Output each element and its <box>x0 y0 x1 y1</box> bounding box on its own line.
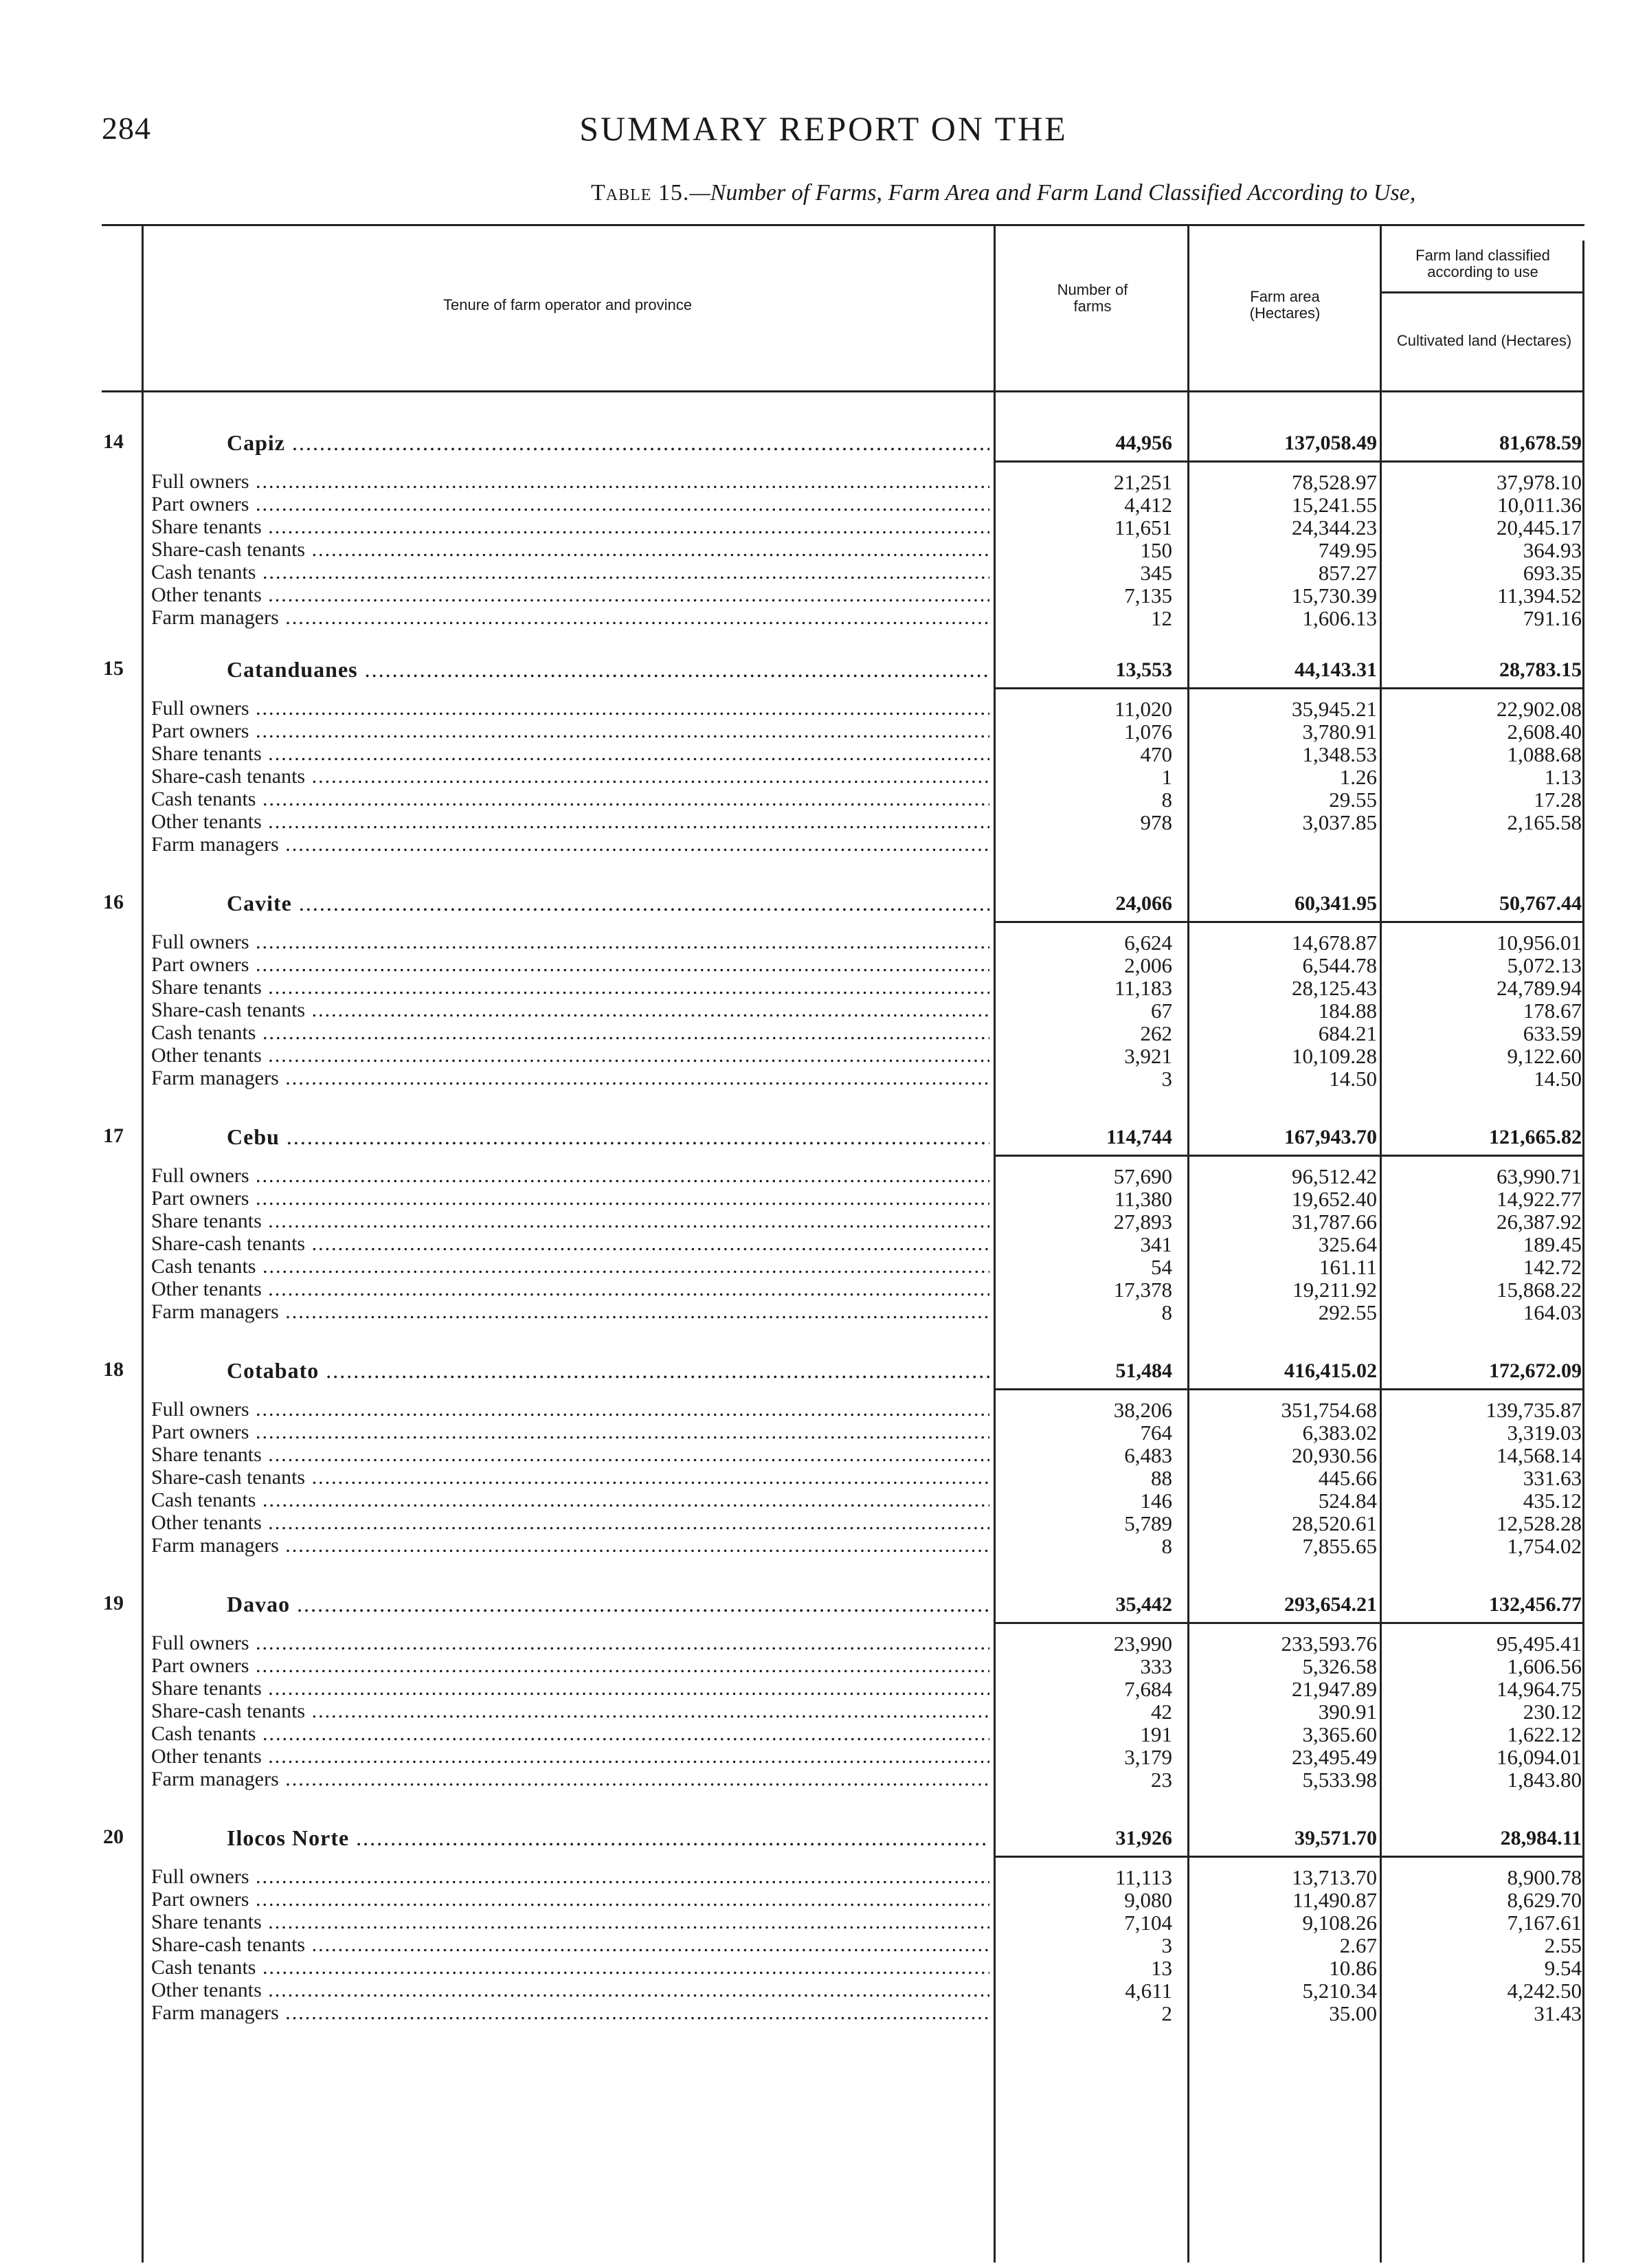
row-label: Farm managers ..... <box>151 2001 989 2024</box>
row-label: Part owners ..... <box>151 1421 989 1443</box>
row-cultivated: 1,843.80 <box>1507 1768 1582 1792</box>
row-area: 21,947.89 <box>1292 1677 1377 1701</box>
section-number: 17 <box>103 1124 124 1147</box>
row-cultivated: 791.16 <box>1523 606 1582 630</box>
row-label: Full owners ..... <box>151 1398 989 1421</box>
row-farms: 88 <box>1151 1466 1172 1490</box>
row-farms: 3 <box>1161 1933 1172 1957</box>
province-name: Ilocos Norte ..... <box>227 1825 989 1851</box>
province-section <box>0 891 1647 1118</box>
row-label: Full owners ..... <box>151 1164 989 1187</box>
row-cultivated: 3,319.03 <box>1507 1421 1582 1445</box>
row-cultivated: 5,072.13 <box>1507 953 1582 977</box>
row-area: 2.67 <box>1339 1933 1377 1957</box>
header-number-of-farms: Number of farms <box>1057 281 1128 315</box>
row-area: 325.64 <box>1318 1232 1377 1256</box>
row-cultivated: 139,735.87 <box>1486 1398 1582 1422</box>
row-farms: 54 <box>1151 1255 1172 1279</box>
row-farms: 262 <box>1140 1021 1172 1045</box>
province-total-farms: 51,484 <box>1115 1359 1172 1382</box>
row-area: 6,544.78 <box>1302 953 1377 977</box>
row-area: 524.84 <box>1318 1489 1377 1513</box>
row-cultivated: 10,956.01 <box>1497 931 1582 955</box>
row-farms: 11,183 <box>1114 976 1172 1000</box>
row-area: 292.55 <box>1318 1300 1377 1324</box>
row-area: 10,109.28 <box>1292 1044 1377 1068</box>
row-area: 24,344.23 <box>1292 515 1377 540</box>
row-label: Share-cash tenants ..... <box>151 1700 989 1722</box>
page-number: 284 <box>102 111 151 146</box>
row-farms: 4,412 <box>1124 493 1172 517</box>
row-farms: 17,378 <box>1113 1278 1172 1302</box>
row-label: Cash tenants ..... <box>151 1722 989 1745</box>
row-farms: 8 <box>1161 1534 1172 1558</box>
row-cultivated: 14,964.75 <box>1497 1677 1582 1701</box>
row-farms: 57,690 <box>1113 1164 1172 1188</box>
province-total-area: 60,341.95 <box>1295 892 1377 915</box>
row-label: Cash tenants ..... <box>151 1489 989 1511</box>
row-label: Part owners ..... <box>151 953 989 976</box>
row-cultivated: 12,528.28 <box>1497 1511 1582 1535</box>
row-cultivated: 7,167.61 <box>1507 1911 1582 1935</box>
row-cultivated: 24,789.94 <box>1497 976 1582 1000</box>
row-farms: 8 <box>1161 788 1172 812</box>
row-farms: 23 <box>1151 1768 1172 1792</box>
row-label: Share-cash tenants ..... <box>151 1466 989 1489</box>
row-cultivated: 9,122.60 <box>1507 1044 1582 1068</box>
row-farms: 7,104 <box>1124 1911 1172 1935</box>
row-cultivated: 364.93 <box>1523 538 1582 562</box>
row-farms: 333 <box>1140 1654 1172 1678</box>
row-label: Share tenants ..... <box>151 1210 989 1232</box>
row-area: 5,533.98 <box>1302 1768 1377 1792</box>
row-area: 29.55 <box>1329 788 1377 812</box>
row-cultivated: 14.50 <box>1534 1067 1582 1091</box>
row-area: 749.95 <box>1318 538 1377 562</box>
row-area: 15,730.39 <box>1292 583 1377 608</box>
row-farms: 470 <box>1140 742 1172 766</box>
row-label: Full owners ..... <box>151 470 989 493</box>
row-area: 857.27 <box>1318 561 1377 585</box>
province-total-cultivated: 28,984.11 <box>1500 1827 1582 1849</box>
row-cultivated: 1,606.56 <box>1507 1654 1582 1678</box>
row-label: Share tenants ..... <box>151 1677 989 1700</box>
row-area: 684.21 <box>1318 1021 1377 1045</box>
row-area: 390.91 <box>1318 1700 1377 1724</box>
row-area: 3,365.60 <box>1302 1722 1377 1746</box>
row-label: Share tenants ..... <box>151 976 989 999</box>
row-cultivated: 14,568.14 <box>1497 1443 1582 1467</box>
row-label: Farm managers ..... <box>151 606 989 629</box>
row-area: 23,495.49 <box>1292 1745 1377 1769</box>
section-number: 20 <box>103 1825 124 1848</box>
row-area: 10.86 <box>1329 1956 1377 1980</box>
row-area: 161.11 <box>1319 1255 1377 1279</box>
row-label: Share-cash tenants ..... <box>151 1933 989 1956</box>
province-total-area: 39,571.70 <box>1295 1827 1377 1849</box>
province-total-farms: 35,442 <box>1115 1593 1172 1616</box>
row-area: 15,241.55 <box>1292 493 1377 517</box>
row-label: Share-cash tenants ..... <box>151 538 989 561</box>
row-farms: 191 <box>1140 1722 1172 1746</box>
province-total-farms: 44,956 <box>1115 432 1172 454</box>
row-cultivated: 9.54 <box>1544 1956 1582 1980</box>
row-area: 20,930.56 <box>1292 1443 1377 1467</box>
row-farms: 21,251 <box>1113 470 1172 494</box>
province-total-cultivated: 121,665.82 <box>1489 1126 1582 1148</box>
row-cultivated: 8,900.78 <box>1507 1865 1582 1889</box>
province-total-area: 137,058.49 <box>1284 432 1377 454</box>
row-area: 31,787.66 <box>1292 1210 1377 1234</box>
row-label: Share tenants ..... <box>151 1443 989 1466</box>
row-label: Part owners ..... <box>151 493 989 515</box>
province-total-area: 167,943.70 <box>1284 1126 1377 1148</box>
row-farms: 11,380 <box>1114 1187 1172 1211</box>
province-total-cultivated: 172,672.09 <box>1489 1359 1582 1382</box>
row-area: 1,606.13 <box>1302 606 1377 630</box>
row-farms: 7,684 <box>1124 1677 1172 1701</box>
province-total-area: 44,143.31 <box>1295 658 1377 681</box>
row-farms: 146 <box>1140 1489 1172 1513</box>
row-cultivated: 1,088.68 <box>1507 742 1582 766</box>
section-total-rule <box>994 1856 1584 1858</box>
row-cultivated: 2,608.40 <box>1507 720 1582 744</box>
section-number: 15 <box>103 657 124 680</box>
row-area: 28,520.61 <box>1292 1511 1377 1535</box>
row-cultivated: 15,868.22 <box>1497 1278 1582 1302</box>
row-label: Cash tenants ..... <box>151 561 989 583</box>
row-cultivated: 2.55 <box>1544 1933 1582 1957</box>
row-cultivated: 1,622.12 <box>1507 1722 1582 1746</box>
province-section <box>0 1825 1647 2052</box>
row-area: 184.88 <box>1318 999 1377 1023</box>
row-farms: 5,789 <box>1124 1511 1172 1535</box>
row-label: Share-cash tenants ..... <box>151 999 989 1021</box>
province-total-area: 293,654.21 <box>1284 1593 1377 1616</box>
row-farms: 341 <box>1140 1232 1172 1256</box>
row-cultivated: 26,387.92 <box>1497 1210 1582 1234</box>
province-section <box>0 430 1647 657</box>
section-total-rule <box>994 687 1584 689</box>
row-area: 6,383.02 <box>1302 1421 1377 1445</box>
row-area: 3,037.85 <box>1302 810 1377 834</box>
province-name: Catanduanes ..... <box>227 657 989 682</box>
row-cultivated: 189.45 <box>1523 1232 1582 1256</box>
row-label: Full owners ..... <box>151 1632 989 1654</box>
header-cultivated-land: Cultivated land (Hectares) <box>1396 332 1572 349</box>
row-farms: 13 <box>1151 1956 1172 1980</box>
row-area: 35.00 <box>1329 2001 1377 2025</box>
province-total-area: 416,415.02 <box>1284 1359 1377 1382</box>
row-cultivated: 63,990.71 <box>1497 1164 1582 1188</box>
row-label: Share tenants ..... <box>151 515 989 538</box>
row-cultivated: 4,242.50 <box>1507 1979 1582 2003</box>
row-label: Other tenants ..... <box>151 1979 989 2001</box>
row-cultivated: 164.03 <box>1523 1300 1582 1324</box>
row-cultivated: 435.12 <box>1523 1489 1582 1513</box>
row-farms: 12 <box>1151 606 1172 630</box>
row-label: Cash tenants ..... <box>151 1021 989 1044</box>
row-label: Other tenants ..... <box>151 583 989 606</box>
row-label: Part owners ..... <box>151 1654 989 1677</box>
row-label: Other tenants ..... <box>151 1511 989 1534</box>
row-farms: 11,651 <box>1114 515 1172 540</box>
row-farms: 67 <box>1151 999 1172 1023</box>
province-section <box>0 1358 1647 1585</box>
row-farms: 150 <box>1140 538 1172 562</box>
row-label: Share tenants ..... <box>151 742 989 765</box>
row-area: 351,754.68 <box>1281 1398 1377 1422</box>
row-label: Share tenants ..... <box>151 1911 989 1933</box>
row-cultivated: 1.13 <box>1544 765 1582 789</box>
row-farms: 3,179 <box>1124 1745 1172 1769</box>
row-label: Other tenants ..... <box>151 1044 989 1067</box>
row-label: Other tenants ..... <box>151 1745 989 1768</box>
row-area: 14.50 <box>1329 1067 1377 1091</box>
row-cultivated: 11,394.52 <box>1497 583 1582 608</box>
province-section <box>0 657 1647 884</box>
province-total-farms: 31,926 <box>1115 1827 1172 1849</box>
row-cultivated: 142.72 <box>1523 1255 1582 1279</box>
header-tenure: Tenure of farm operator and province <box>443 296 692 313</box>
row-farms: 4,611 <box>1125 1979 1172 2003</box>
row-farms: 2,006 <box>1124 953 1172 977</box>
province-name: Capiz ..... <box>227 430 989 456</box>
row-label: Cash tenants ..... <box>151 1956 989 1979</box>
row-farms: 978 <box>1140 810 1172 834</box>
province-name: Cavite ..... <box>227 891 989 916</box>
row-label: Farm managers ..... <box>151 833 989 856</box>
section-number: 14 <box>103 430 124 453</box>
table-label: Table 15. <box>591 180 690 205</box>
province-total-cultivated: 50,767.44 <box>1499 892 1582 915</box>
section-total-rule <box>994 1155 1584 1157</box>
row-farms: 42 <box>1151 1700 1172 1724</box>
section-total-rule <box>994 460 1584 463</box>
row-cultivated: 331.63 <box>1523 1466 1582 1490</box>
row-area: 19,211.92 <box>1292 1278 1377 1302</box>
row-farms: 6,624 <box>1124 931 1172 955</box>
row-farms: 38,206 <box>1113 1398 1172 1422</box>
row-area: 233,593.76 <box>1281 1632 1377 1656</box>
row-farms: 8 <box>1161 1300 1172 1324</box>
row-area: 13,713.70 <box>1292 1865 1377 1889</box>
row-area: 5,210.34 <box>1302 1979 1377 2003</box>
row-area: 19,652.40 <box>1292 1187 1377 1211</box>
row-cultivated: 230.12 <box>1523 1700 1582 1724</box>
row-label: Part owners ..... <box>151 1888 989 1911</box>
row-cultivated: 16,094.01 <box>1497 1745 1582 1769</box>
row-label: Other tenants ..... <box>151 810 989 833</box>
row-farms: 11,020 <box>1114 697 1172 721</box>
row-farms: 3 <box>1161 1067 1172 1091</box>
row-cultivated: 2,165.58 <box>1507 810 1582 834</box>
section-number: 19 <box>103 1592 124 1614</box>
row-cultivated: 178.67 <box>1523 999 1582 1023</box>
row-farms: 9,080 <box>1124 1888 1172 1912</box>
row-cultivated: 20,445.17 <box>1497 515 1582 540</box>
province-total-farms: 114,744 <box>1106 1126 1172 1148</box>
section-total-rule <box>994 1388 1584 1390</box>
row-label: Full owners ..... <box>151 697 989 720</box>
province-total-farms: 24,066 <box>1115 892 1172 915</box>
table-description: —Number of Farms, Farm Area and Farm Land Classified According to Use, <box>689 180 1416 205</box>
row-cultivated: 8,629.70 <box>1507 1888 1582 1912</box>
row-farms: 3,921 <box>1124 1044 1172 1068</box>
section-total-rule <box>994 921 1584 923</box>
row-farms: 27,893 <box>1113 1210 1172 1234</box>
row-farms: 764 <box>1140 1421 1172 1445</box>
row-farms: 6,483 <box>1124 1443 1172 1467</box>
page-title: SUMMARY REPORT ON THE <box>579 109 1068 148</box>
row-cultivated: 693.35 <box>1523 561 1582 585</box>
row-cultivated: 31.43 <box>1534 2001 1582 2025</box>
row-farms: 2 <box>1161 2001 1172 2025</box>
row-label: Share-cash tenants ..... <box>151 1232 989 1255</box>
row-farms: 1,076 <box>1124 720 1172 744</box>
row-label: Full owners ..... <box>151 1865 989 1888</box>
row-area: 445.66 <box>1318 1466 1377 1490</box>
row-area: 5,326.58 <box>1302 1654 1377 1678</box>
row-cultivated: 14,922.77 <box>1497 1187 1582 1211</box>
row-farms: 345 <box>1140 561 1172 585</box>
row-farms: 7,135 <box>1124 583 1172 608</box>
row-label: Farm managers ..... <box>151 1300 989 1323</box>
province-name: Davao ..... <box>227 1592 989 1617</box>
row-cultivated: 17.28 <box>1534 788 1582 812</box>
row-label: Part owners ..... <box>151 720 989 742</box>
row-cultivated: 95,495.41 <box>1497 1632 1582 1656</box>
row-cultivated: 10,011.36 <box>1497 493 1582 517</box>
header-farm-area: Farm area (Hectares) <box>1249 288 1321 322</box>
row-area: 14,678.87 <box>1292 931 1377 955</box>
province-total-cultivated: 28,783.15 <box>1499 658 1582 681</box>
row-area: 1.26 <box>1339 765 1377 789</box>
row-area: 11,490.87 <box>1292 1888 1377 1912</box>
row-label: Cash tenants ..... <box>151 1255 989 1278</box>
province-total-farms: 13,553 <box>1115 658 1172 681</box>
row-label: Share-cash tenants ..... <box>151 765 989 788</box>
row-area: 9,108.26 <box>1302 1911 1377 1935</box>
province-total-cultivated: 81,678.59 <box>1499 432 1582 454</box>
row-cultivated: 1,754.02 <box>1507 1534 1582 1558</box>
row-label: Farm managers ..... <box>151 1768 989 1790</box>
section-number: 16 <box>103 891 124 913</box>
row-label: Cash tenants ..... <box>151 788 989 810</box>
province-name: Cotabato ..... <box>227 1358 989 1383</box>
row-label: Farm managers ..... <box>151 1534 989 1557</box>
row-area: 3,780.91 <box>1302 720 1377 744</box>
row-cultivated: 22,902.08 <box>1497 697 1582 721</box>
row-farms: 23,990 <box>1113 1632 1172 1656</box>
row-area: 78,528.97 <box>1292 470 1377 494</box>
row-area: 7,855.65 <box>1302 1534 1377 1558</box>
row-farms: 1 <box>1161 765 1172 789</box>
row-area: 96,512.42 <box>1292 1164 1377 1188</box>
row-cultivated: 633.59 <box>1523 1021 1582 1045</box>
section-number: 18 <box>103 1358 124 1381</box>
province-section <box>0 1592 1647 1819</box>
row-label: Part owners ..... <box>151 1187 989 1210</box>
row-area: 1,348.53 <box>1302 742 1377 766</box>
province-total-cultivated: 132,456.77 <box>1489 1593 1582 1616</box>
section-total-rule <box>994 1622 1584 1624</box>
row-area: 35,945.21 <box>1292 697 1377 721</box>
row-label: Other tenants ..... <box>151 1278 989 1300</box>
province-section <box>0 1124 1647 1351</box>
province-name: Cebu ..... <box>227 1124 989 1150</box>
row-label: Full owners ..... <box>151 931 989 953</box>
row-area: 28,125.43 <box>1292 976 1377 1000</box>
row-farms: 11,113 <box>1115 1865 1172 1889</box>
row-label: Farm managers ..... <box>151 1067 989 1089</box>
header-farm-land-group: Farm land classified according to use <box>1415 247 1550 280</box>
row-cultivated: 37,978.10 <box>1497 470 1582 494</box>
